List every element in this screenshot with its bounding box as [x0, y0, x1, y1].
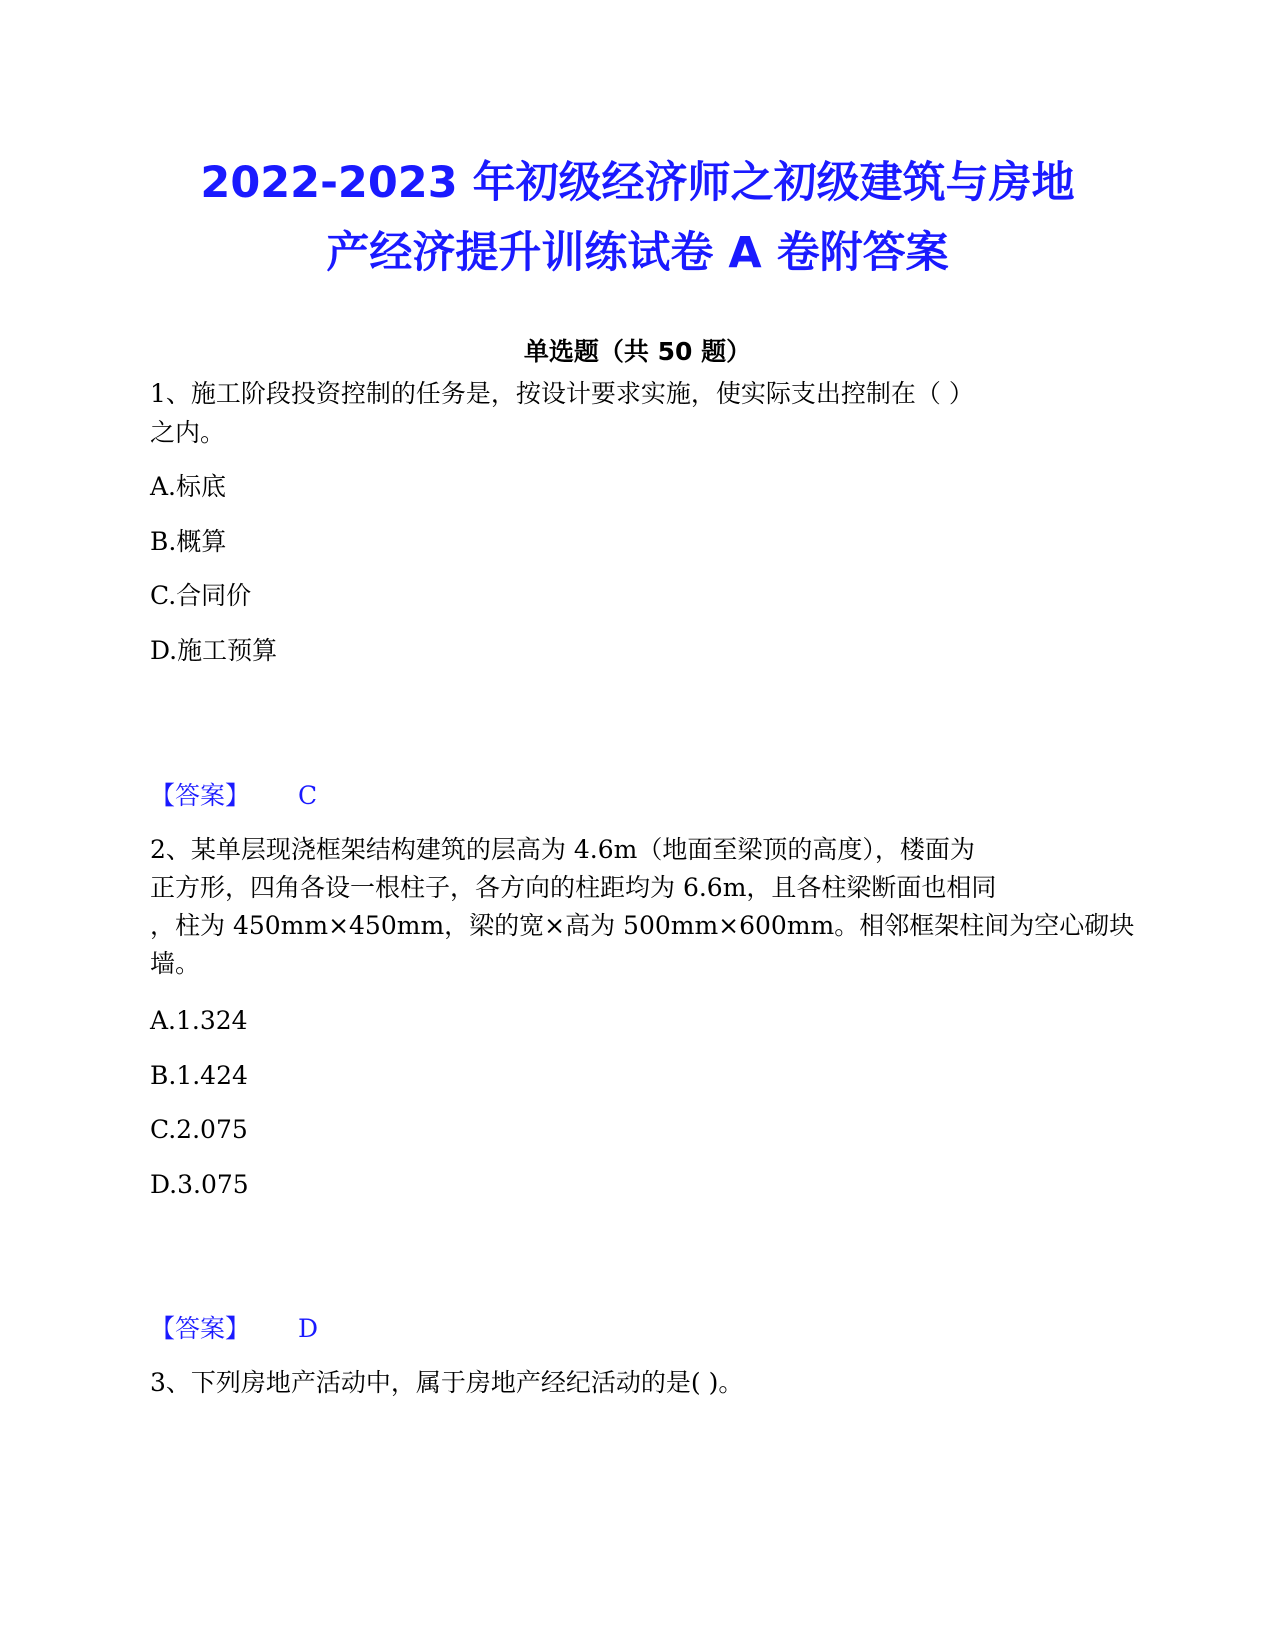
- question-2-option-b: B.1.424: [150, 1061, 248, 1090]
- question-2-line-3: ，柱为 450mm×450mm，梁的宽×高为 500mm×600mm。相邻框架柱间为空心砌块: [150, 911, 1135, 940]
- question-2-answer: [150, 1309, 318, 1349]
- question-2-line-1: 2、某单层现浇框架结构建筑的层高为 4.6m（地面至梁顶的高度），楼面为: [150, 835, 975, 864]
- question-1-answer: [150, 776, 317, 816]
- answer-label: 【答案】: [150, 781, 251, 810]
- document-title-line-1: 2022-2023 年初级经济师之初级建筑与房地: [200, 158, 1075, 208]
- question-1-line-1: 1、施工阶段投资控制的任务是，按设计要求实施，使实际支出控制在（ ）: [150, 379, 974, 408]
- question-2-option-c: C.2.075: [150, 1115, 248, 1144]
- question-1-option-b: B.概算: [150, 527, 227, 556]
- answer-value: D: [298, 1314, 319, 1343]
- question-3-line-1: 3、下列房地产活动中，属于房地产经纪活动的是( )。: [150, 1368, 744, 1397]
- question-1-option-a: A.标底: [150, 472, 227, 501]
- question-1-option-c: C.合同价: [150, 581, 252, 610]
- section-heading: 单选题（共 50 题）: [523, 337, 752, 366]
- answer-value: C: [298, 781, 318, 810]
- question-2-line-4: 墙。: [150, 949, 201, 978]
- question-1-option-d: D.施工预算: [150, 636, 278, 665]
- document-title-line-2: 产经济提升训练试卷 A 卷附答案: [326, 228, 949, 278]
- answer-label: 【答案】: [150, 1314, 251, 1343]
- question-2-option-a: A.1.324: [150, 1006, 248, 1035]
- question-1-line-2: 之内。: [150, 418, 226, 447]
- question-2-line-2: 正方形，四角各设一根柱子，各方向的柱距均为 6.6m，且各柱梁断面也相同: [150, 873, 997, 902]
- question-2-option-d: D.3.075: [150, 1170, 249, 1199]
